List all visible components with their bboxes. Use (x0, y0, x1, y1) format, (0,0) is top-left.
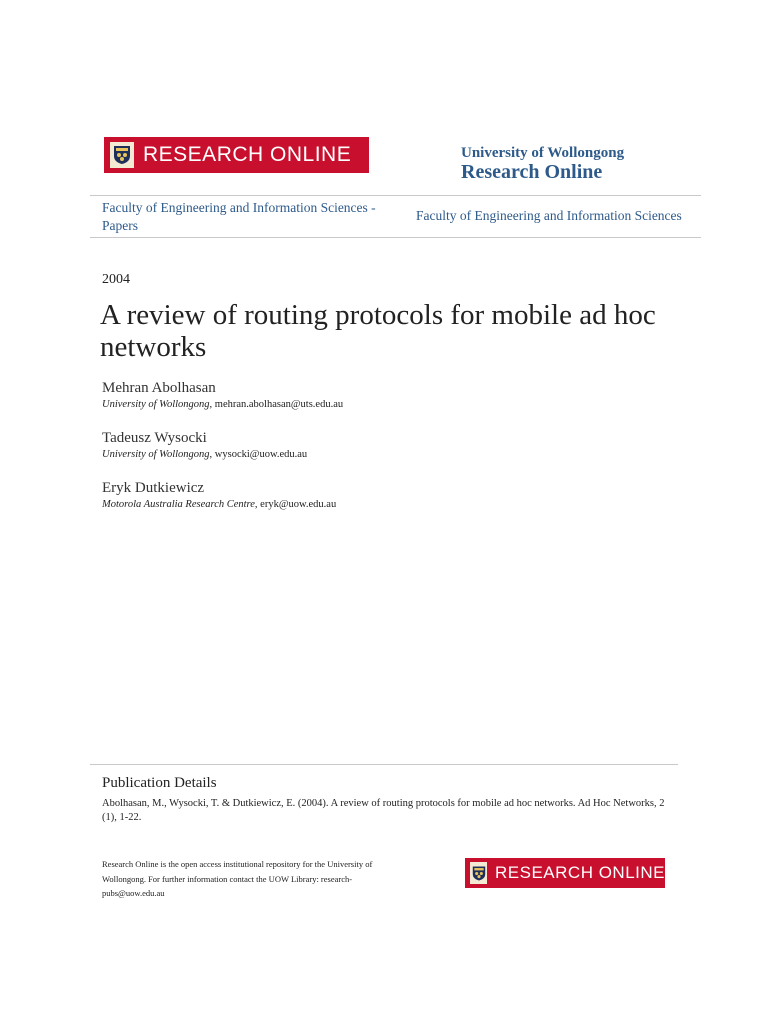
author-affiliation (102, 499, 336, 510)
university-name[interactable]: University of Wollongong (461, 145, 625, 161)
author-email[interactable]: , mehran.abolhasan@uts.edu.au (209, 399, 344, 410)
citation-text: Abolhasan, M., Wysocki, T. & Dutkiewicz, E. (2004). A review of routing protocols for mobile ad hoc networks. Ad Hoc Networks, 2 (1), 1-22. (102, 798, 665, 823)
divider (90, 195, 701, 196)
repository-note: Research Online is the open access institutional repository for the University of Wollongong. For further information contact the UOW Library: research-pubs@uow.edu.au (102, 859, 373, 898)
author-affiliation (102, 399, 343, 410)
author-block (102, 380, 343, 410)
uow-crest-icon (470, 862, 487, 884)
logo-wordmark: RESEARCH ONLINE (143, 143, 352, 166)
author-name: Tadeusz Wysocki (102, 430, 207, 446)
uow-crest-icon (110, 142, 134, 168)
author-email[interactable]: , wysocki@uow.edu.au (209, 449, 308, 460)
publication-year: 2004 (102, 272, 130, 287)
affiliation-name: University of Wollongong (102, 449, 210, 460)
affiliation-name: Motorola Australia Research Centre (102, 499, 255, 510)
research-online-logo[interactable] (104, 137, 369, 173)
publication-details-heading: Publication Details (102, 775, 217, 791)
repository-name[interactable]: Research Online (461, 161, 603, 183)
collection-link-papers[interactable]: Faculty of Engineering and Information Sciences - Papers (102, 200, 376, 233)
author-block (102, 430, 307, 460)
author-name: Eryk Dutkiewicz (102, 480, 205, 496)
logo-wordmark: RESEARCH ONLINE (495, 863, 665, 882)
affiliation-name: University of Wollongong (102, 399, 210, 410)
paper-title: A review of routing protocols for mobile ad hoc networks (100, 299, 656, 363)
collection-link-faculty[interactable]: Faculty of Engineering and Information Sciences (416, 208, 682, 223)
author-block (102, 480, 336, 510)
author-affiliation (102, 449, 307, 460)
author-name: Mehran Abolhasan (102, 380, 216, 396)
author-email[interactable]: , eryk@uow.edu.au (254, 499, 337, 510)
divider (90, 764, 678, 765)
divider (90, 237, 701, 238)
research-online-logo-footer[interactable] (465, 858, 665, 888)
